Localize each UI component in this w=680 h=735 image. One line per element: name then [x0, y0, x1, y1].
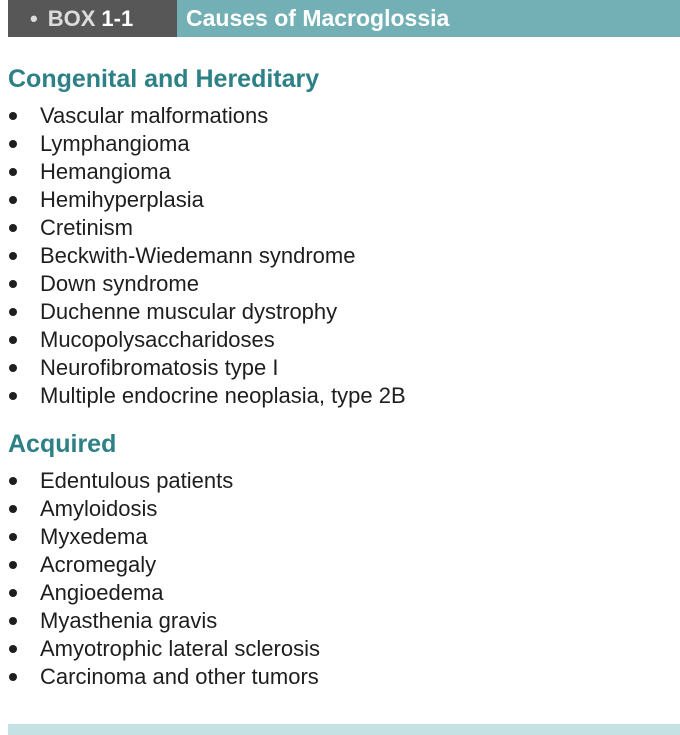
list-item [8, 663, 320, 691]
bullet-icon [9, 252, 17, 260]
list-item [8, 635, 320, 663]
list-item [8, 354, 406, 382]
list-item [8, 270, 406, 298]
list-item-text: Myxedema [40, 524, 148, 549]
list-item-text: Hemangioma [40, 159, 171, 184]
list-item-text: Angioedema [40, 580, 164, 605]
list-item-text: Cretinism [40, 215, 133, 240]
bullet-icon [9, 589, 17, 597]
list-item [8, 298, 406, 326]
box-header [8, 0, 680, 37]
list-item-text: Amyloidosis [40, 496, 158, 521]
bullet-icon [9, 168, 17, 176]
list-item [8, 495, 320, 523]
list-item [8, 467, 320, 495]
list-item-text: Edentulous patients [40, 468, 234, 493]
bullet-icon [9, 673, 17, 681]
bullet-icon [9, 392, 17, 400]
list-item [8, 158, 406, 186]
box-label: BOX [47, 5, 96, 31]
list-item [8, 382, 406, 410]
section-heading-congenital: Congenital and Hereditary [8, 65, 320, 93]
list-item [8, 130, 406, 158]
bullet-icon [9, 196, 17, 204]
bullet-icon [9, 280, 17, 288]
section-heading-acquired: Acquired [8, 430, 117, 458]
list-item-text: Acromegaly [40, 552, 157, 577]
acquired-list [8, 467, 320, 691]
congenital-list [8, 102, 406, 410]
list-item-text: Myasthenia gravis [40, 608, 218, 633]
bullet-icon [9, 533, 17, 541]
list-item-text: Neurofibromatosis type I [40, 355, 279, 380]
list-item-text: Hemihyperplasia [40, 187, 204, 212]
list-item-text: Duchenne muscular dystrophy [40, 299, 338, 324]
list-item [8, 523, 320, 551]
list-item [8, 607, 320, 635]
bullet-icon [9, 112, 17, 120]
bullet-icon [9, 617, 17, 625]
list-item [8, 102, 406, 130]
list-item-text: Carcinoma and other tumors [40, 664, 319, 689]
box-number: 1-1 [101, 5, 134, 31]
list-item [8, 214, 406, 242]
list-item [8, 186, 406, 214]
bullet-icon [9, 140, 17, 148]
list-item-text: Mucopolysaccharidoses [40, 327, 275, 352]
list-item [8, 242, 406, 270]
list-item [8, 326, 406, 354]
box-title: Causes of Macroglossia [177, 0, 680, 37]
list-item [8, 551, 320, 579]
list-item-text: Multiple endocrine neoplasia, type 2B [40, 383, 406, 408]
bullet-icon [9, 477, 17, 485]
bullet-icon [9, 336, 17, 344]
list-item-text: Amyotrophic lateral sclerosis [40, 636, 320, 661]
bullet-icon [9, 224, 17, 232]
bullet-icon [9, 505, 17, 513]
bullet-icon [9, 364, 17, 372]
footer-bar [8, 724, 680, 735]
list-item-text: Lymphangioma [40, 131, 190, 156]
header-bullet: • [30, 5, 38, 31]
box-number-label [8, 0, 177, 37]
bullet-icon [9, 561, 17, 569]
bullet-icon [9, 308, 17, 316]
bullet-icon [9, 645, 17, 653]
list-item-text: Down syndrome [40, 271, 199, 296]
list-item [8, 579, 320, 607]
list-item-text: Beckwith-Wiedemann syndrome [40, 243, 356, 268]
list-item-text: Vascular malformations [40, 103, 269, 128]
